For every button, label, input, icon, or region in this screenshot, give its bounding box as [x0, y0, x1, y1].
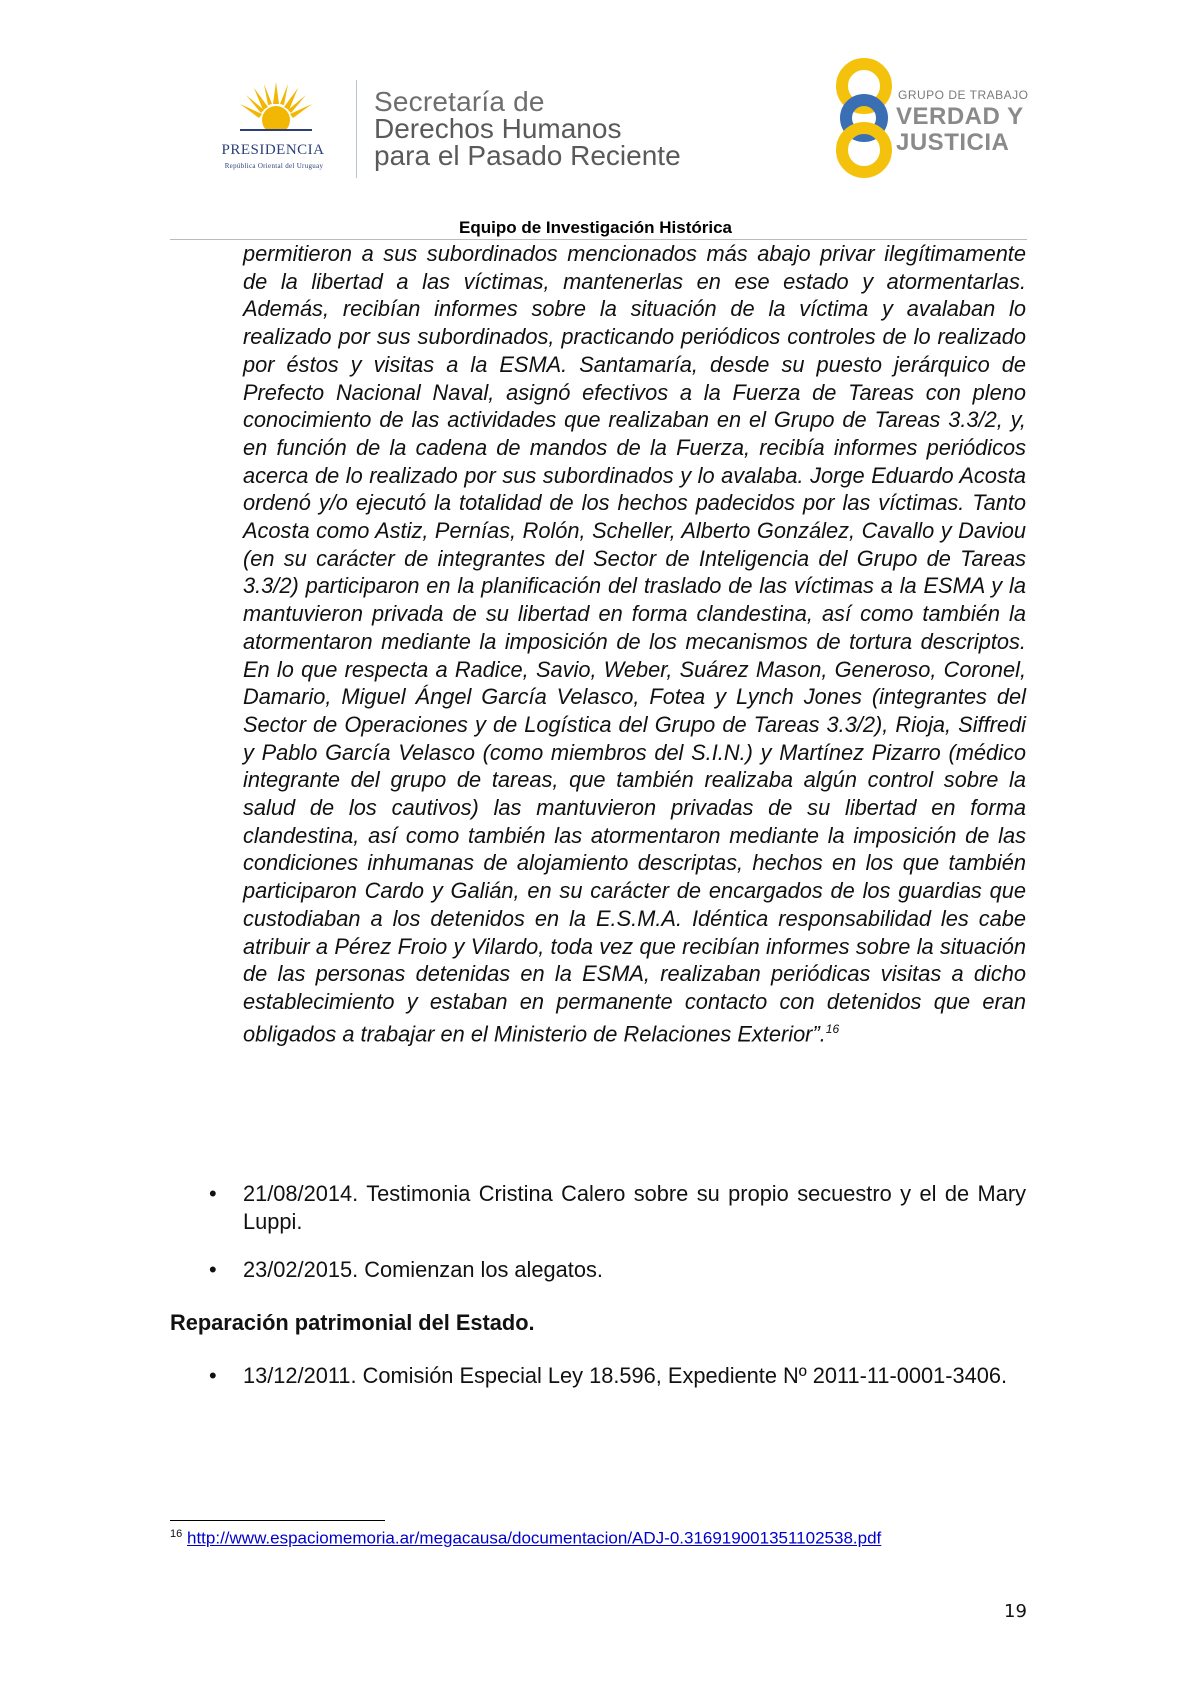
- footnote-reference[interactable]: 16: [825, 1021, 840, 1036]
- verdad-label: VERDAD Y: [896, 103, 1024, 130]
- header-divider: [356, 80, 357, 178]
- footnote-link[interactable]: http://www.espaciomemoria.ar/megacausa/documentacion/ADJ-0.316919001351102538.pdf: [186, 1528, 882, 1548]
- list-item: [209, 1256, 1026, 1284]
- grupo-de-trabajo-label: GRUPO DE TRABAJO: [898, 88, 1029, 102]
- list-item-text: 23/02/2015. Comienzan los alegatos.: [243, 1257, 603, 1282]
- secretaria-line-3: para el Pasado Reciente: [374, 140, 681, 171]
- list-item: [209, 1362, 1026, 1390]
- secretaria-title: [374, 88, 681, 169]
- footnote-separator: [170, 1520, 385, 1521]
- list-item: [209, 1180, 1026, 1236]
- secretaria-line-2: Derechos Humanos: [374, 113, 622, 144]
- presidencia-label: PRESIDENCIA: [221, 142, 325, 158]
- bullet-icon: •: [209, 1181, 217, 1206]
- presidencia-logo: [196, 78, 346, 178]
- presidencia-subtitle: República Oriental del Uruguay: [224, 162, 324, 170]
- quote-text: permitieron a sus subordinados mencionados más abajo privar ilegítimamente de la libertad a las víctimas, mantenerlas en ese estado y atormentarlas. Además, recibían informes sobre la situación de la víctima y avalaban lo realizado por sus subordinados, practicando periódicos controles de lo realizado por éstos y visitas a la ESMA. Santamaría, desde su puesto jerárquico de Prefecto Nacional Naval, asignó efectivos a la Fuerza de Tareas con pleno conocimiento de las actividades que realizaban en el Grupo de Tareas 3.3/2, y, en función de la cadena de mandos de la Fuerza, recibía informes periódicos acerca de lo realizado por sus subordinados y lo avalaba. Jorge Eduardo Acosta ordenó y/o ejecutó la totalidad de los hechos padecidos por las víctimas. Tanto Acosta como Astiz, Pernías, Rolón, Scheller, Alberto González, Cavallo y Daviou (en su carácter de integrantes del Sector de Inteligencia del Grupo de Tareas 3.3/2) participaron en la planificación del traslado de las víctimas a la ESMA y la mantuvieron privada de su libertad en forma clandestina, así como también la atormentaron mediante la imposición de los mecanismos de tortura descriptos. En lo que respecta a Radice, Savio, Weber, Suárez Mason, Generoso, Coronel, Damario, Miguel Ángel García Velasco, Fotea y Lynch Jones (integrantes del Sector de Operaciones y de Logística del Grupo de Tareas 3.3/2), Rioja, Siffredi y Pablo García Velasco (como miembros del S.I.N.) y Martínez Pizarro (médico integrante del grupo de tareas, que también realizaba algún control sobre la salud de los cautivos) las mantuvieron privadas de su libertad en forma clandestina, así como también las atormentaron mediante la imposición de las condiciones inhumanas de alojamiento descriptas, hechos en los que también participaron Cardo y Galián, en su carácter de encargados de los guardias que custodiaban a los detenidos en la E.S.M.A. Idéntica responsabilidad les cabe atribuir a Pérez Froio y Vilardo, toda vez que recibían informes sobre la situación de las personas detenidas en la ESMA, realizaban periódicas visitas a dicho establecimiento y estaban en permanente contacto con detenidos que eran obligados a trabajar en el Ministerio de Relaciones Exterior”.: [243, 241, 1026, 1046]
- verdad-justicia-label: [896, 104, 1024, 156]
- footnote-number: 16: [170, 1528, 183, 1540]
- secretaria-line-1: Secretaría de: [374, 86, 545, 117]
- section-heading: Reparación patrimonial del Estado.: [170, 1310, 535, 1335]
- page-number: 19: [1004, 1601, 1027, 1622]
- bullet-icon: •: [209, 1363, 217, 1388]
- justicia-label: JUSTICIA: [896, 129, 1010, 156]
- quote-paragraph: [243, 240, 1026, 1048]
- list-item-text: 21/08/2014. Testimonia Cristina Calero sobre su propio secuestro y el de Mary Luppi.: [243, 1181, 1026, 1234]
- footnote: [170, 1528, 881, 1549]
- sun-icon: [236, 80, 316, 140]
- team-title: Equipo de Investigación Histórica: [459, 218, 732, 237]
- page-header: [0, 0, 1191, 240]
- bullet-icon: •: [209, 1257, 217, 1282]
- list-item-text: 13/12/2011. Comisión Especial Ley 18.596, Expediente Nº 2011-11-0001-3406.: [243, 1363, 1008, 1388]
